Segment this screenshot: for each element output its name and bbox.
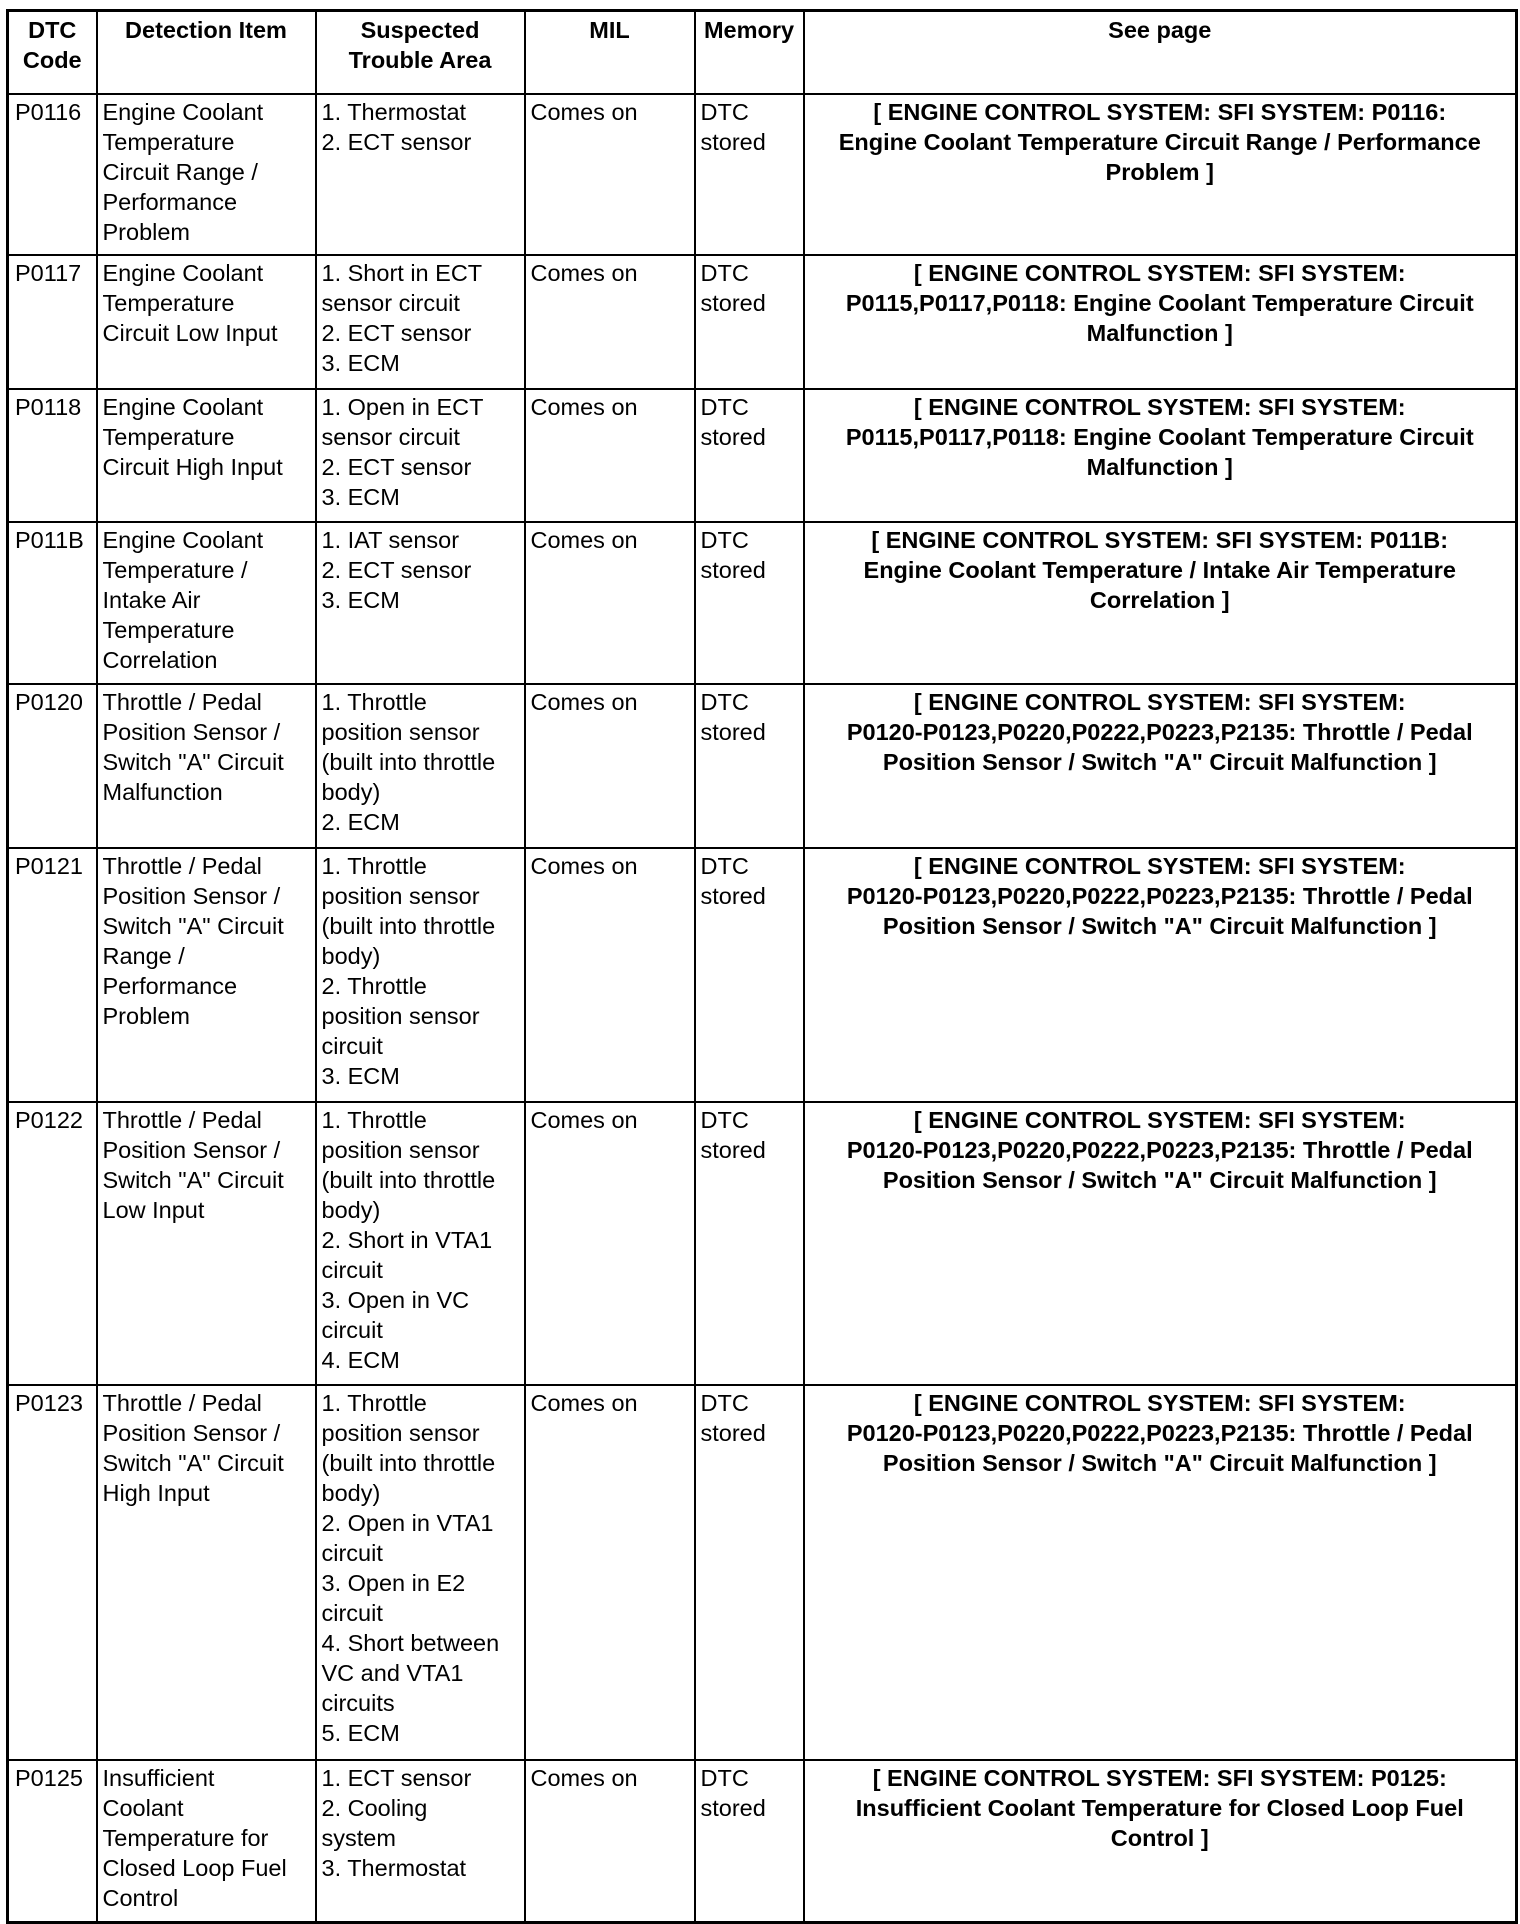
- dtc-code: P0123: [8, 1385, 97, 1760]
- suspected-trouble-area: 1. Thermostat 2. ECT sensor: [316, 94, 525, 255]
- suspected-trouble-area: 1. IAT sensor 2. ECT sensor 3. ECM: [316, 522, 525, 684]
- see-page-link[interactable]: [ ENGINE CONTROL SYSTEM: SFI SYSTEM: P0116: Engine Coolant Temperature Circuit Range / Performance Problem ]: [804, 94, 1517, 255]
- header-row: [8, 11, 1517, 95]
- mil: Comes on: [525, 389, 695, 522]
- see-page-link[interactable]: [ ENGINE CONTROL SYSTEM: SFI SYSTEM: P0115,P0117,P0118: Engine Coolant Temperature Circuit Malfunction ]: [804, 389, 1517, 522]
- mil: Comes on: [525, 1385, 695, 1760]
- detection-item: Throttle / Pedal Position Sensor / Switch "A" Circuit Low Input: [97, 1102, 316, 1385]
- detection-item: Engine Coolant Temperature Circuit Low Input: [97, 255, 316, 389]
- dtc-code: P0120: [8, 684, 97, 848]
- memory: DTC stored: [695, 255, 804, 389]
- header-dtc-code: DTC Code: [8, 11, 97, 95]
- table-row: [8, 684, 1517, 848]
- mil: Comes on: [525, 255, 695, 389]
- suspected-trouble-area: 1. Throttle position sensor (built into throttle body) 2. Short in VTA1 circuit 3. Open in VC circuit 4. ECM: [316, 1102, 525, 1385]
- mil: Comes on: [525, 94, 695, 255]
- suspected-trouble-area: 1. Open in ECT sensor circuit 2. ECT sensor 3. ECM: [316, 389, 525, 522]
- see-page-link[interactable]: [ ENGINE CONTROL SYSTEM: SFI SYSTEM: P0120-P0123,P0220,P0222,P0223,P2135: Throttle / Pedal Position Sensor / Switch "A" Circuit Malfunction ]: [804, 848, 1517, 1102]
- table-row: [8, 94, 1517, 255]
- memory: DTC stored: [695, 1102, 804, 1385]
- detection-item: Engine Coolant Temperature Circuit High Input: [97, 389, 316, 522]
- detection-item: Throttle / Pedal Position Sensor / Switch "A" Circuit Range / Performance Problem: [97, 848, 316, 1102]
- suspected-trouble-area: 1. Throttle position sensor (built into throttle body) 2. Open in VTA1 circuit 3. Open in E2 circuit 4. Short between VC and VTA1 circuits 5. ECM: [316, 1385, 525, 1760]
- detection-item: Engine Coolant Temperature / Intake Air Temperature Correlation: [97, 522, 316, 684]
- memory: DTC stored: [695, 1385, 804, 1760]
- mil: Comes on: [525, 1102, 695, 1385]
- detection-item: Throttle / Pedal Position Sensor / Switch "A" Circuit High Input: [97, 1385, 316, 1760]
- suspected-trouble-area: 1. ECT sensor 2. Cooling system 3. Thermostat: [316, 1760, 525, 1922]
- see-page-link[interactable]: [ ENGINE CONTROL SYSTEM: SFI SYSTEM: P0115,P0117,P0118: Engine Coolant Temperature Circuit Malfunction ]: [804, 255, 1517, 389]
- detection-item: Engine Coolant Temperature Circuit Range / Performance Problem: [97, 94, 316, 255]
- detection-item: Insufficient Coolant Temperature for Closed Loop Fuel Control: [97, 1760, 316, 1922]
- dtc-code: P0125: [8, 1760, 97, 1922]
- memory: DTC stored: [695, 684, 804, 848]
- table-row: [8, 1760, 1517, 1922]
- dtc-table: [6, 9, 1518, 1924]
- memory: DTC stored: [695, 389, 804, 522]
- memory: DTC stored: [695, 522, 804, 684]
- header-detection-item: Detection Item: [97, 11, 316, 95]
- header-suspected-trouble-area: Suspected Trouble Area: [316, 11, 525, 95]
- see-page-link[interactable]: [ ENGINE CONTROL SYSTEM: SFI SYSTEM: P011B: Engine Coolant Temperature / Intake Air Temperature Correlation ]: [804, 522, 1517, 684]
- table-row: [8, 389, 1517, 522]
- suspected-trouble-area: 1. Throttle position sensor (built into throttle body) 2. ECM: [316, 684, 525, 848]
- memory: DTC stored: [695, 94, 804, 255]
- dtc-code: P011B: [8, 522, 97, 684]
- table-row: [8, 1385, 1517, 1760]
- mil: Comes on: [525, 1760, 695, 1922]
- table-row: [8, 1102, 1517, 1385]
- suspected-trouble-area: 1. Throttle position sensor (built into throttle body) 2. Throttle position sensor circuit 3. ECM: [316, 848, 525, 1102]
- mil: Comes on: [525, 848, 695, 1102]
- memory: DTC stored: [695, 848, 804, 1102]
- see-page-link[interactable]: [ ENGINE CONTROL SYSTEM: SFI SYSTEM: P0120-P0123,P0220,P0222,P0223,P2135: Throttle / Pedal Position Sensor / Switch "A" Circuit Malfunction ]: [804, 684, 1517, 848]
- see-page-link[interactable]: [ ENGINE CONTROL SYSTEM: SFI SYSTEM: P0125: Insufficient Coolant Temperature for Closed Loop Fuel Control ]: [804, 1760, 1517, 1922]
- header-mil: MIL: [525, 11, 695, 95]
- see-page-link[interactable]: [ ENGINE CONTROL SYSTEM: SFI SYSTEM: P0120-P0123,P0220,P0222,P0223,P2135: Throttle / Pedal Position Sensor / Switch "A" Circuit Malfunction ]: [804, 1385, 1517, 1760]
- table-row: [8, 522, 1517, 684]
- dtc-code: P0122: [8, 1102, 97, 1385]
- header-memory: Memory: [695, 11, 804, 95]
- suspected-trouble-area: 1. Short in ECT sensor circuit 2. ECT sensor 3. ECM: [316, 255, 525, 389]
- dtc-code: P0121: [8, 848, 97, 1102]
- detection-item: Throttle / Pedal Position Sensor / Switch "A" Circuit Malfunction: [97, 684, 316, 848]
- see-page-link[interactable]: [ ENGINE CONTROL SYSTEM: SFI SYSTEM: P0120-P0123,P0220,P0222,P0223,P2135: Throttle / Pedal Position Sensor / Switch "A" Circuit Malfunction ]: [804, 1102, 1517, 1385]
- header-see-page: See page: [804, 11, 1517, 95]
- dtc-code: P0117: [8, 255, 97, 389]
- table-row: [8, 255, 1517, 389]
- mil: Comes on: [525, 522, 695, 684]
- memory: DTC stored: [695, 1760, 804, 1922]
- mil: Comes on: [525, 684, 695, 848]
- dtc-code: P0116: [8, 94, 97, 255]
- dtc-code: P0118: [8, 389, 97, 522]
- table-row: [8, 848, 1517, 1102]
